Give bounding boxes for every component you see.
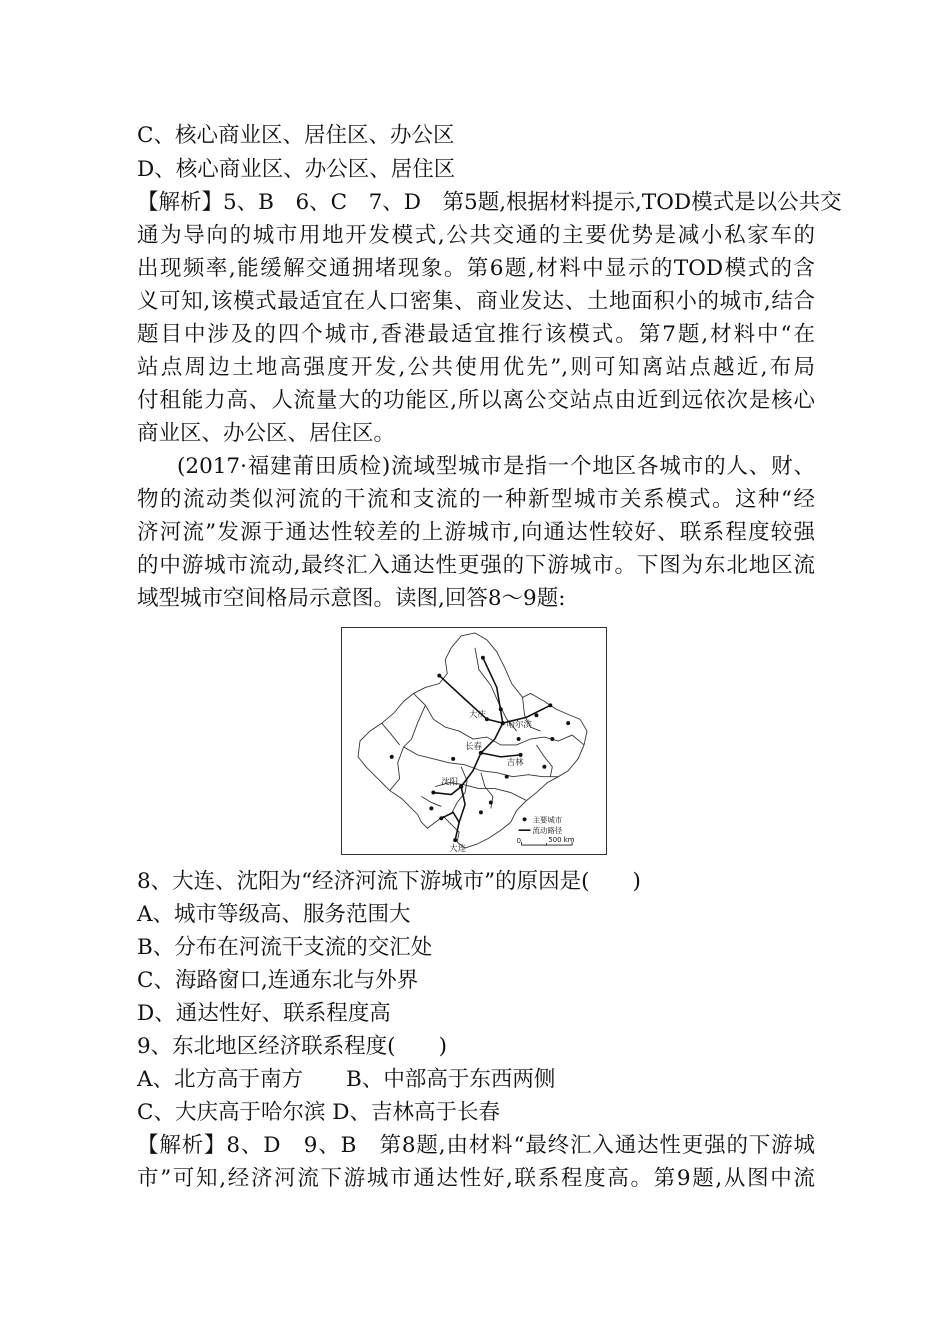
flow-routes	[433, 658, 550, 840]
option-d-q7: D、核心商业区、办公区、居住区	[137, 157, 456, 182]
city-dot	[481, 656, 485, 660]
options-ab-q9: A、北方高于南方 B、中部高于东西两侧	[137, 1067, 556, 1092]
city-dot	[489, 800, 493, 804]
city-dot	[479, 810, 483, 814]
city-dot	[451, 757, 455, 761]
analysis-5-7-line7: 付租能力高、人流量大的功能区,所以离公交站点由近到远依次是核心	[137, 388, 815, 413]
analysis-5-7-line5: 题目中涉及的四个城市,香港最适宜推行该模式。第7题,材料中“在	[137, 322, 815, 347]
options-cd-q9: C、大庆高于哈尔滨 D、吉林高于长春	[137, 1100, 501, 1125]
label-dalian: 大连	[449, 843, 467, 854]
analysis-5-7-line1: 【解析】5、B 6、C 7、D 第5题,根据材料提示,TOD模式是以公共交	[137, 190, 842, 215]
city-dot	[534, 713, 538, 717]
label-daqing: 大庆	[469, 709, 486, 720]
analysis-8-9-line2: 市”可知,经济河流下游城市通达性好,联系程度高。第9题,从图中流	[137, 1166, 815, 1191]
city-dot	[505, 775, 509, 779]
analysis-5-7-line3: 出现频率,能缓解交通拥堵现象。第6题,材料中显示的TOD模式的含	[137, 256, 815, 281]
option-c-q8: C、海路窗口,连通东北与外界	[137, 968, 419, 993]
material-8-9-line3: 济河流”发源于通达性较差的上游城市,向通达性较好、联系程度较强	[137, 520, 815, 545]
neimenggu-boundary	[390, 705, 426, 790]
city-dot	[431, 791, 435, 795]
route-southwest	[441, 812, 459, 822]
city-dot	[439, 816, 443, 820]
city-dot	[437, 674, 441, 678]
city-dot-changchun	[479, 751, 483, 755]
label-changchun: 长春	[465, 740, 482, 751]
city-dot	[566, 721, 570, 725]
city-dot	[390, 755, 394, 759]
scale-zero: 0	[516, 837, 522, 846]
map-svg	[342, 628, 606, 854]
city-dot-harbin	[501, 721, 505, 725]
city-dot-dalian	[453, 838, 457, 842]
route-harbin-changchun	[481, 723, 503, 753]
option-b-q8: B、分布在河流干支流的交汇处	[137, 935, 433, 960]
legend-route-label: 流动路径	[532, 826, 563, 836]
legend-city-marker	[523, 817, 527, 821]
material-8-9-line5: 域型城市空间格局示意图。读图,回答8～9题:	[137, 586, 566, 611]
label-shenyang: 沈阳	[441, 776, 459, 787]
city-dot	[548, 703, 552, 707]
route-shenyang-dalian	[455, 787, 465, 841]
analysis-5-7-line2: 通为导向的城市用地开发模式,公共交通的主要优势是减小私家车的	[137, 223, 815, 248]
question-8: 8、大连、沈阳为“经济河流下游城市”的原因是( )	[137, 869, 641, 894]
county-line-7	[421, 797, 441, 807]
option-a-q8: A、城市等级高、服务范围大	[137, 902, 411, 927]
northeast-china-city-map	[341, 627, 607, 855]
city-dot	[542, 765, 546, 769]
city-dot	[517, 737, 521, 741]
analysis-5-7-line4: 义可知,该模式最适宜在人口密集、商业发达、土地面积小的城市,结合	[137, 289, 815, 314]
option-d-q8: D、通达性好、联系程度高	[137, 1001, 391, 1026]
legend-city-label: 主要城市	[532, 815, 563, 825]
material-8-9-line4: 的中游城市流动,最终汇入通达性更强的下游城市。下图为东北地区流	[137, 553, 815, 578]
analysis-8-9-line1: 【解析】8、D 9、B 第8题,由材料“最终汇入通达性更强的下游城	[137, 1133, 815, 1158]
county-line-3	[382, 723, 400, 745]
city-dot	[429, 806, 433, 810]
analysis-5-7-line8: 商业区、办公区、居住区。	[137, 421, 396, 446]
county-line-4	[536, 745, 552, 777]
material-8-9-line1: (2017·福建莆田质检)流域型城市是指一个地区各城市的人、财、	[177, 454, 815, 479]
question-9: 9、东北地区经济联系程度( )	[137, 1034, 447, 1059]
analysis-5-7-line6: 站点周边土地高强度开发,公共使用优先”,则可知离站点越近,布局	[137, 355, 815, 380]
city-dot-shenyang	[459, 784, 463, 788]
scale-label: 500 km	[548, 836, 575, 845]
material-8-9-line2: 物的流动类似河流的干流和支流的一种新型城市关系模式。这种“经	[137, 487, 815, 512]
city-dot	[499, 707, 503, 711]
label-harbin: 哈尔滨	[506, 719, 532, 730]
city-dot	[550, 737, 554, 741]
option-c-q7: C、核心商业区、居住区、办公区	[137, 123, 455, 148]
route-west	[433, 787, 461, 795]
map-legend	[517, 814, 575, 845]
label-jilin: 吉林	[506, 756, 524, 767]
